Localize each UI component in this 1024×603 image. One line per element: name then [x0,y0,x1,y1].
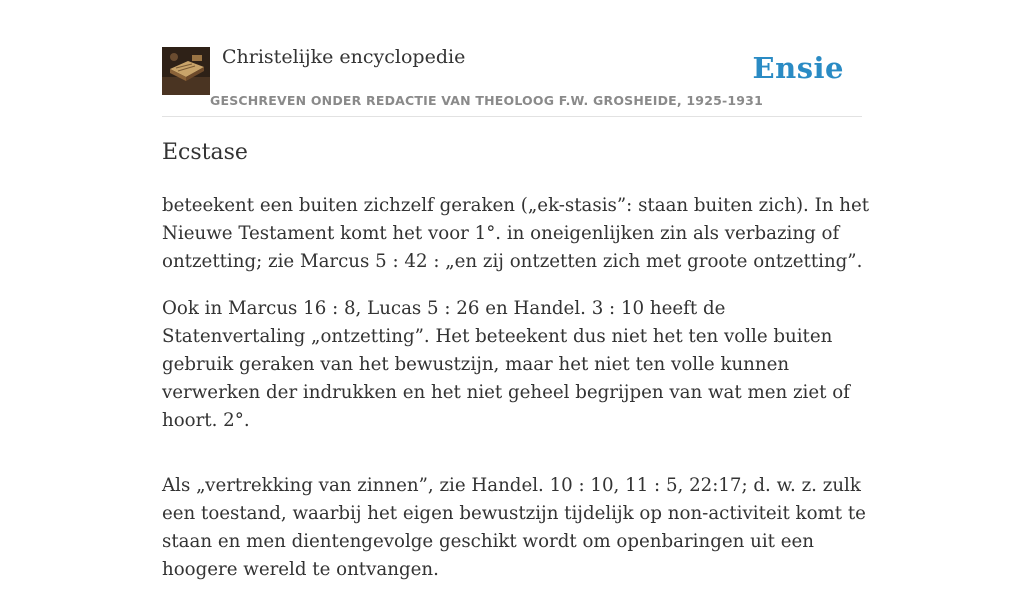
article-paragraph: beteekent een buiten zichzelf geraken („ek-stasis”: staan buiten zich). In het Nieuwe Testament komt het voor 1°. in oneigenlijken zin als verbazing of ontzetting; zie Marcus 5 : 42 : „en zij ontzetten zich met groote ontzetting”. [162,195,870,272]
article-paragraph: Ook in Marcus 16 : 8, Lucas 5 : 26 en Handel. 3 : 10 heeft de Statenvertaling „ontzetting”. Het beteekent dus niet het ten volle buiten gebruik geraken van het bewustzijn, maar het niet ten volle kunnen verwerken der indrukken en het niet geheel begrijpen van wat men ziet of hoort. 2°. [162,298,850,431]
page-container [162,0,870,580]
article-title: Ecstase [162,140,248,165]
brand-logo[interactable]: Ensie [752,51,844,85]
site-title[interactable]: Christelijke encyclopedie [222,46,466,68]
site-subtitle: GESCHREVEN ONDER REDACTIE VAN THEOLOOG F.W. GROSHEIDE, 1925-1931 [210,93,763,108]
article-body [162,192,874,603]
site-header [162,0,862,117]
article-paragraph: Als „vertrekking van zinnen”, zie Handel. 10 : 10, 11 : 5, 22:17; d. w. z. zulk een toestand, waarbij het eigen bewustzijn tijdelijk op non-activiteit komt te staan en men dientengevolge geschikt wordt om openbaringen uit een hoogere wereld te ontvangen. [162,475,866,580]
book-icon[interactable] [162,47,210,95]
